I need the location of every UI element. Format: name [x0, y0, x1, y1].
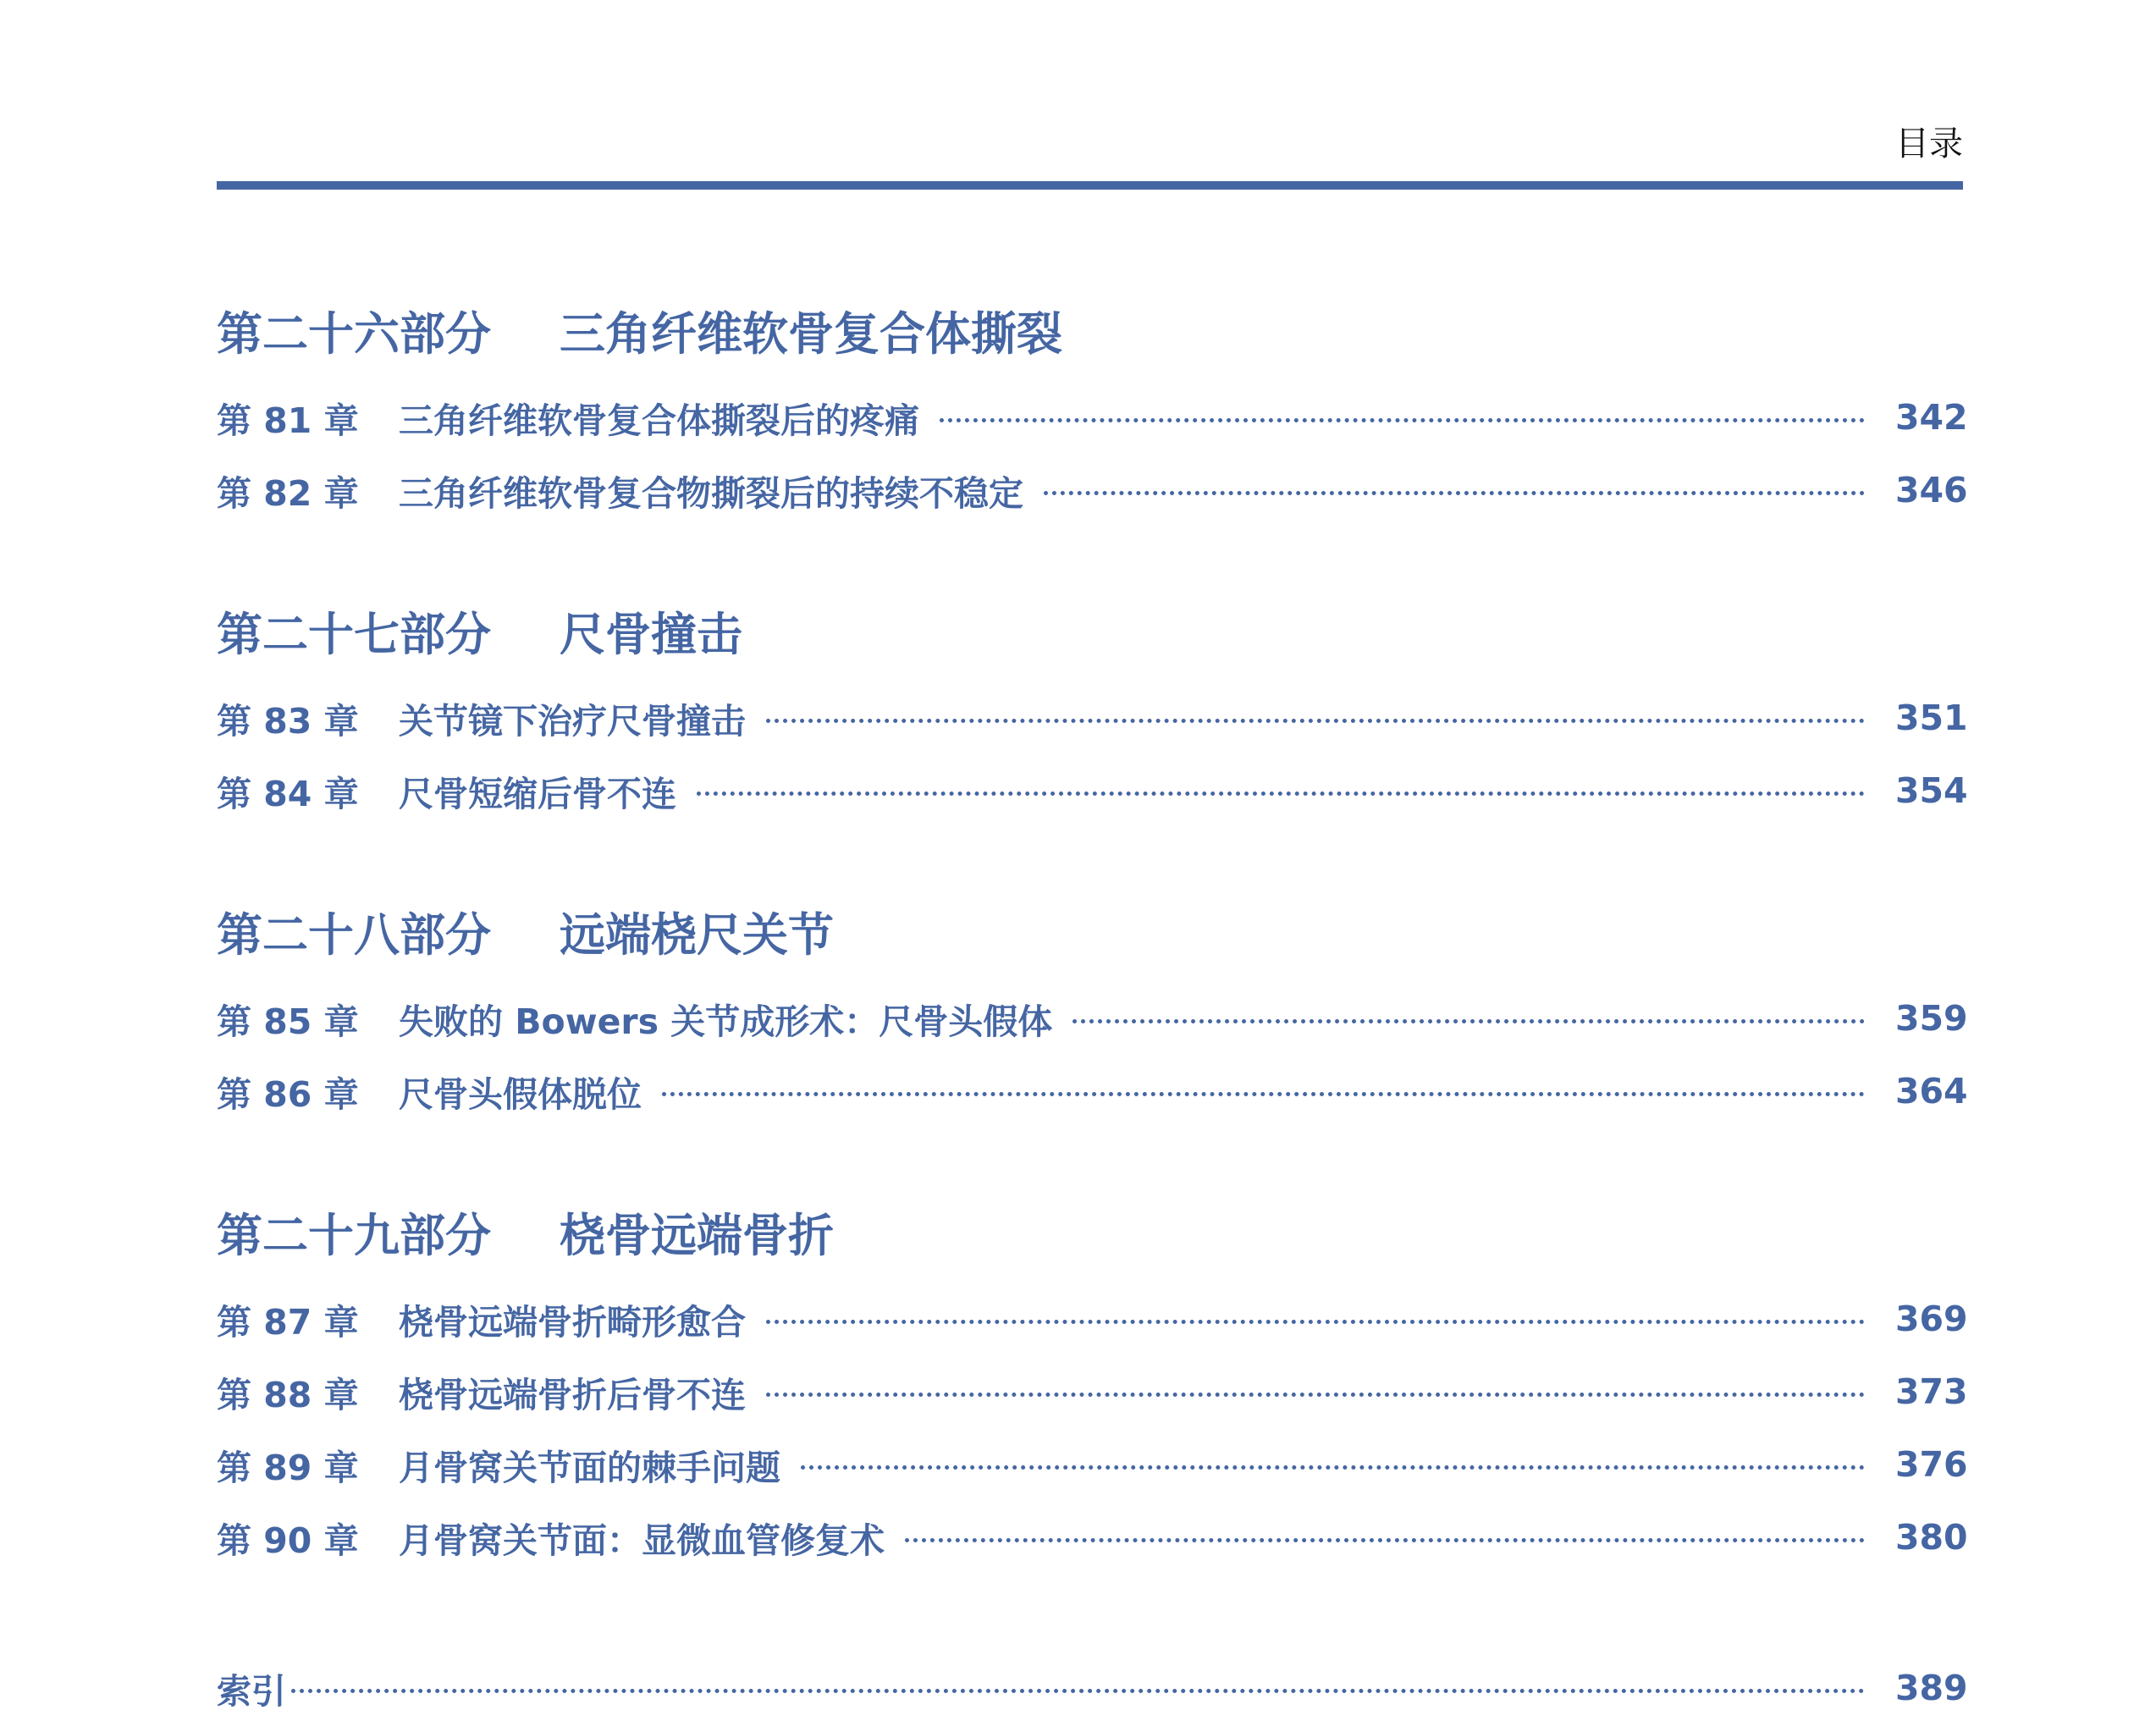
chapter-number: 第 87 章 — [217, 1301, 359, 1343]
dot-leader — [662, 1092, 1865, 1096]
toc-entry[interactable] — [217, 1428, 1968, 1501]
part-title: 远端桡尺关节 — [560, 907, 834, 962]
part-title: 尺骨撞击 — [560, 607, 742, 661]
page-number: 376 — [1895, 1444, 1968, 1485]
chapter-title: 三角纤维软骨复合物撕裂后的持续不稳定 — [399, 472, 1023, 514]
dot-leader — [766, 719, 1865, 723]
toc-entry[interactable] — [217, 982, 1968, 1055]
toc-entry[interactable] — [217, 1055, 1968, 1128]
part-title: 桡骨远端骨折 — [560, 1208, 834, 1262]
dot-leader — [940, 418, 1865, 422]
part-number: 第二十六部分 — [217, 306, 491, 361]
dot-leader — [905, 1538, 1865, 1542]
chapter-number: 第 81 章 — [217, 400, 359, 441]
part-number: 第二十七部分 — [217, 607, 491, 661]
chapter-title: 关节镜下治疗尺骨撞击 — [399, 700, 746, 742]
chapter-number: 第 88 章 — [217, 1374, 359, 1415]
table-of-contents — [217, 292, 1968, 1724]
chapter-title: 桡骨远端骨折畸形愈合 — [399, 1301, 746, 1343]
page-number: 380 — [1895, 1517, 1968, 1558]
part-title: 三角纤维软骨复合体撕裂 — [560, 306, 1062, 361]
dot-leader — [766, 1320, 1865, 1324]
toc-index-entry[interactable] — [217, 1652, 1968, 1724]
chapter-title: 失败的 Bowers 关节成形术：尺骨头假体 — [399, 1001, 1053, 1042]
toc-entry[interactable] — [217, 1355, 1968, 1428]
toc-entry[interactable] — [217, 454, 1968, 527]
dot-leader — [697, 792, 1865, 796]
chapter-number: 第 86 章 — [217, 1073, 359, 1115]
chapter-number: 第 84 章 — [217, 773, 359, 814]
toc-part — [217, 593, 1968, 827]
part-number: 第二十八部分 — [217, 907, 491, 962]
chapter-title: 桡骨远端骨折后骨不连 — [399, 1374, 746, 1415]
page-number: 389 — [1895, 1668, 1968, 1708]
toc-entry[interactable] — [217, 1501, 1968, 1574]
chapter-title: 三角纤维软骨复合体撕裂后的疼痛 — [399, 400, 919, 441]
dot-leader — [1044, 491, 1865, 495]
page-number: 364 — [1895, 1071, 1968, 1111]
chapter-number: 第 82 章 — [217, 472, 359, 514]
page-header — [217, 119, 1963, 190]
dot-leader — [766, 1393, 1865, 1397]
chapter-title: 月骨窝关节面的棘手问题 — [399, 1447, 780, 1488]
chapter-number: 第 90 章 — [217, 1520, 359, 1561]
page-number: 354 — [1895, 770, 1968, 811]
toc-entry[interactable] — [217, 754, 1968, 827]
page-number: 342 — [1895, 397, 1968, 438]
chapter-number: 第 89 章 — [217, 1447, 359, 1488]
part-heading — [217, 292, 1963, 368]
chapter-number: 第 85 章 — [217, 1001, 359, 1042]
toc-entry[interactable] — [217, 381, 1968, 454]
toc-part — [217, 292, 1968, 527]
page-number: 369 — [1895, 1299, 1968, 1339]
dot-leader — [291, 1689, 1865, 1693]
chapter-title: 月骨窝关节面：显微血管修复术 — [399, 1520, 885, 1561]
part-heading — [217, 593, 1963, 669]
dot-leader — [801, 1465, 1865, 1470]
header-rule — [217, 181, 1963, 190]
toc-part — [217, 893, 1968, 1128]
page-number: 359 — [1895, 998, 1968, 1039]
chapter-title: 尺骨头假体脱位 — [399, 1073, 642, 1115]
chapter-number: 第 83 章 — [217, 700, 359, 742]
running-header-label: 目录 — [1895, 124, 1963, 163]
part-number: 第二十九部分 — [217, 1208, 491, 1262]
part-heading — [217, 893, 1963, 969]
chapter-title: 尺骨短缩后骨不连 — [399, 773, 676, 814]
toc-entry[interactable] — [217, 1282, 1968, 1355]
page-number: 351 — [1895, 698, 1968, 738]
dot-leader — [1072, 1019, 1865, 1023]
toc-part — [217, 1194, 1968, 1574]
page-number: 346 — [1895, 470, 1968, 510]
toc-entry[interactable] — [217, 681, 1968, 754]
index-label: 索引 — [217, 1670, 286, 1712]
page-number: 373 — [1895, 1371, 1968, 1412]
part-heading — [217, 1194, 1963, 1270]
